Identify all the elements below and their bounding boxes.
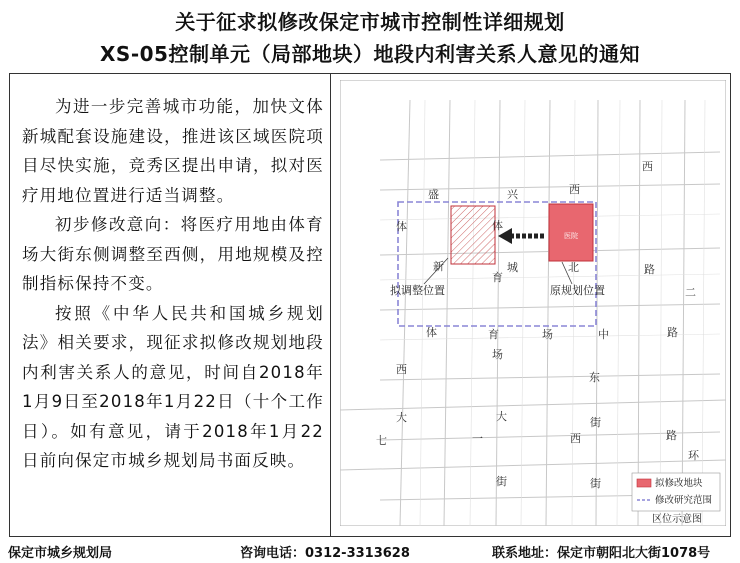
svg-text:体: 体 [396,220,407,233]
svg-text:西: 西 [642,160,653,173]
svg-text:场: 场 [542,328,553,341]
page-title-line1: 关于征求拟修改保定市城市控制性详细规划 [175,10,565,34]
svg-text:育: 育 [488,328,499,341]
svg-text:城: 城 [507,261,518,274]
svg-text:一: 一 [472,432,483,445]
svg-text:西: 西 [569,183,580,196]
map-svg [340,80,726,526]
notice-body [22,92,324,476]
new-site-label: 拟调整位置 [390,284,445,297]
svg-text:街: 街 [590,416,601,429]
svg-text:街: 街 [496,475,507,488]
new-site-block [451,206,495,264]
location-map [340,80,726,526]
column-divider [330,74,331,536]
svg-text:西: 西 [570,432,581,445]
footer-address: 联系地址：保定市朝阳北大街1078号 [492,546,711,561]
legend-dash-label: 修改研究范围 [655,495,713,506]
svg-text:街: 街 [590,477,601,490]
svg-text:环: 环 [688,449,699,462]
original-site-label: 原规划位置 [550,284,605,297]
footer-org: 保定市城乡规划局 [8,546,113,561]
footer-phone: 咨询电话：0312-3313628 [240,546,410,561]
svg-text:路: 路 [666,429,677,442]
legend-red-swatch [637,479,651,487]
legend-red-label: 拟修改地块 [655,478,703,489]
original-block-tag: 医院 [564,232,578,240]
svg-text:体: 体 [492,219,503,232]
svg-text:路: 路 [667,326,678,339]
svg-text:路: 路 [644,263,655,276]
svg-text:大: 大 [396,411,407,424]
svg-text:大: 大 [496,410,507,423]
svg-text:北: 北 [568,261,579,274]
paragraph-3: 按照《中华人民共和国城乡规划法》相关要求，现征求拟修改规划地段内利害关系人的意见，时间自2018年1月9日至2018年1月22日（十个工作日）。如有意见，请于2018年1月22日前向保定市城乡规划局书面反映。 [22,303,324,470]
svg-text:中: 中 [598,328,609,341]
map-caption: 区位示意图 [652,514,702,525]
svg-text:西: 西 [396,363,407,376]
svg-text:场: 场 [492,348,503,361]
svg-text:体: 体 [426,326,437,339]
notice-frame [9,73,731,537]
svg-text:育: 育 [492,271,503,284]
paragraph-2: 初步修改意向：将医疗用地由体育场大街东侧调整至西侧，用地规模及控制指标保持不变。 [22,215,324,293]
svg-text:兴: 兴 [507,188,518,201]
map-legend [632,473,720,511]
svg-text:东: 东 [589,371,600,384]
svg-text:二: 二 [685,286,696,299]
svg-text:七: 七 [376,434,387,447]
page-title-line2: XS-05控制单元（局部地块）地段内利害关系人意见的通知 [100,42,640,66]
paragraph-1: 为进一步完善城市功能，加快文体新城配套设施建设，推进该区域医院项目尽快实施，竞秀区提出申请，拟对医疗用地位置进行适当调整。 [22,97,324,205]
svg-text:新: 新 [433,260,444,273]
svg-text:盛: 盛 [428,188,439,201]
